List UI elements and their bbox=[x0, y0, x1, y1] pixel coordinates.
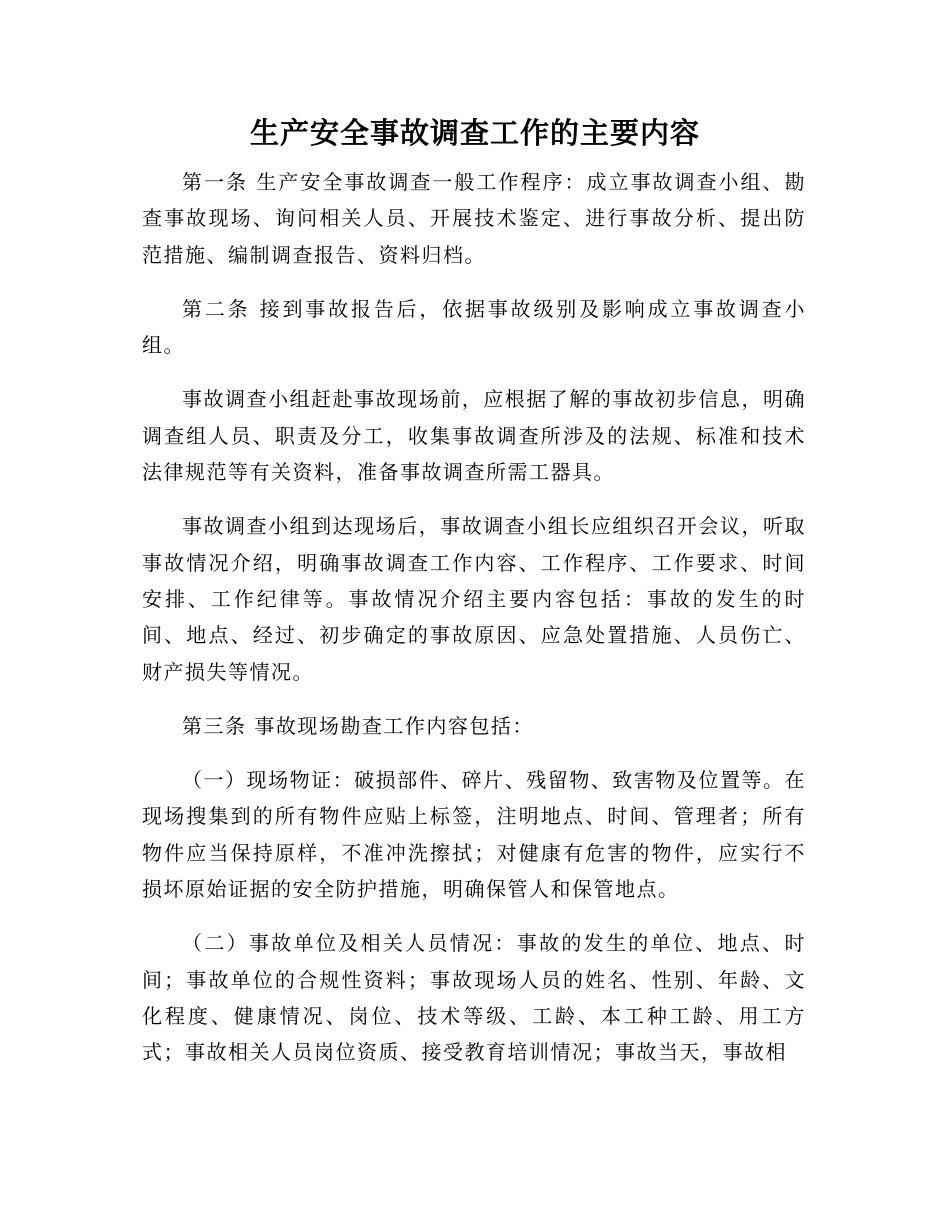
document-body bbox=[142, 164, 806, 1089]
paragraph-preparation: 事故调查小组赶赴事故现场前，应根据了解的事故初步信息，明确调查组人员、职责及分工，收集事故调查所涉及的法规、标准和技术法律规范等有关资料，准备事故调查所需工器具。 bbox=[142, 387, 806, 485]
paragraph-arrival-meeting: 事故调查小组到达现场后，事故调查小组长应组织召开会议，听取事故情况介绍，明确事故调查工作内容、工作程序、工作要求、时间安排、工作纪律等。事故情况介绍主要内容包括：事故的发生的时间、地点、经过、初步确定的事故原因、应急处置措施、人员伤亡、财产损失等情况。 bbox=[142, 514, 806, 684]
paragraph-article-1: 第一条 生产安全事故调查一般工作程序：成立事故调查小组、勘查事故现场、询问相关人员、开展技术鉴定、进行事故分析、提出防范措施、编制调查报告、资料归档。 bbox=[142, 170, 806, 267]
paragraph-item-1-physical-evidence: （一）现场物证：破损部件、碎片、残留物、致害物及位置等。在现场搜集到的所有物件应贴上标签，注明地点、时间、管理者；所有物件应当保持原样，不准冲洗擦拭；对健康有危害的物件，应实行不损坏原始证据的安全防护措施，明确保管人和保管地点。 bbox=[142, 768, 806, 902]
paragraph-article-2: 第二条 接到事故报告后，依据事故级别及影响成立事故调查小组。 bbox=[142, 296, 806, 358]
paragraph-item-2-personnel: （二）事故单位及相关人员情况：事故的发生的单位、地点、时间；事故单位的合规性资料；事故现场人员的姓名、性别、年龄、文化程度、健康情况、岗位、技术等级、工龄、本工种工龄、用工方式；事故相关人员岗位资质、接受教育培训情况；事故当天，事故相 bbox=[142, 931, 806, 1065]
document-title: 生产安全事故调查工作的主要内容 bbox=[249, 116, 700, 150]
paragraph-article-3: 第三条 事故现场勘查工作内容包括： bbox=[182, 713, 534, 738]
